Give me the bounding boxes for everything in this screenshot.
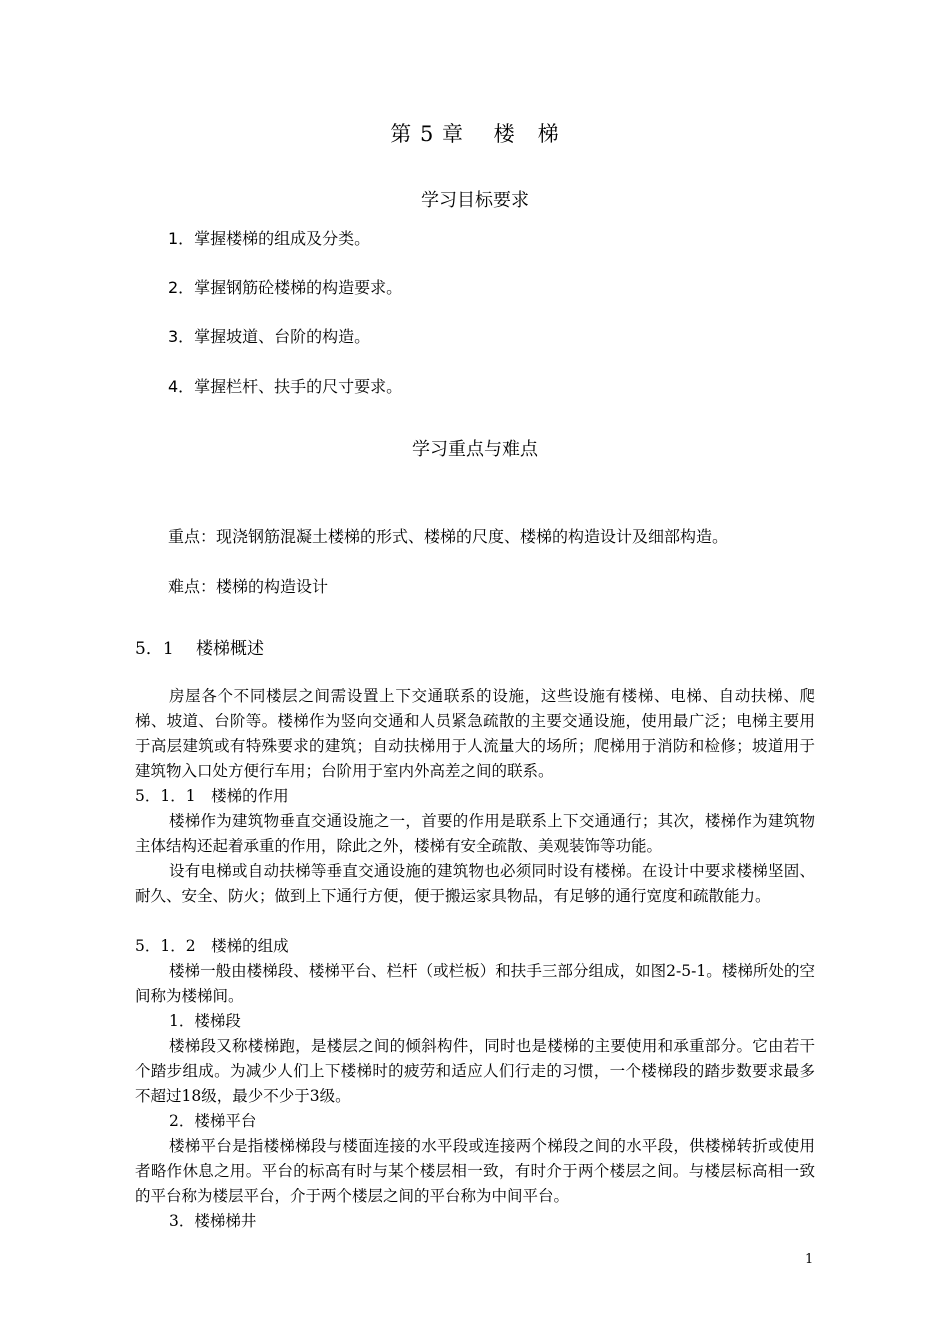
chapter-title: 第 5 章 楼 梯 [390,122,560,146]
subsection-heading: 5．1．1 楼梯的作用 [135,787,289,805]
body-paragraph: 设有电梯或自动扶梯等垂直交通设施的建筑物也必须同时设有楼梯。在设计中要求楼梯坚固、耐久、安全、防火；做到上下通行方便，便于搬运家具物品，有足够的通行宽度和疏散能力。 [135,862,815,905]
section-heading: 5．1 楼梯概述 [135,639,265,659]
learning-goal-item: 4．掌握栏杆、扶手的尺寸要求。 [168,377,403,396]
key-point-focus: 重点：现浇钢筋混凝土楼梯的形式、楼梯的尺度、楼梯的构造设计及细部构造。 [168,527,729,546]
key-point-difficulty: 难点：楼梯的构造设计 [168,577,329,596]
learning-goal-item: 2．掌握钢筋砼楼梯的构造要求。 [168,278,403,297]
body-paragraph: 楼梯平台是指楼梯梯段与楼面连接的水平段或连接两个梯段之间的水平段，供楼梯转折或使用者略作休息之用。平台的标高有时与某个楼层相一致，有时介于两个楼层之间。与楼层标高相一致的平台称为楼层平台，介于两个楼层之间的平台称为中间平台。 [135,1137,815,1205]
subsection-heading: 5．1．2 楼梯的组成 [135,937,289,955]
learning-goal-item: 1．掌握楼梯的组成及分类。 [168,229,371,248]
item-heading: 1．楼梯段 [169,1012,241,1030]
key-points-heading: 学习重点与难点 [412,439,538,460]
item-heading: 2．楼梯平台 [169,1112,257,1130]
body-paragraph: 楼梯作为建筑物垂直交通设施之一，首要的作用是联系上下交通通行；其次，楼梯作为建筑物主体结构还起着承重的作用，除此之外，楼梯有安全疏散、美观装饰等功能。 [135,812,815,855]
intro-paragraph: 房屋各个不同楼层之间需设置上下交通联系的设施，这些设施有楼梯、电梯、自动扶梯、爬梯、坡道、台阶等。楼梯作为竖向交通和人员紧急疏散的主要交通设施，使用最广泛；电梯主要用于高层建筑或有特殊要求的建筑；自动扶梯用于人流量大的场所；爬梯用于消防和检修；坡道用于建筑物入口处方便行车用；台阶用于室内外高差之间的联系。 [135,687,815,780]
learning-goals-heading: 学习目标要求 [421,190,529,211]
body-paragraph: 楼梯段又称楼梯跑，是楼层之间的倾斜构件，同时也是楼梯的主要使用和承重部分。它由若干个踏步组成。为减少人们上下楼梯时的疲劳和适应人们行走的习惯，一个楼梯段的踏步数要求最多不超过18级，最少不少于3级。 [135,1037,815,1105]
item-heading: 3．楼梯梯井 [169,1212,257,1230]
learning-goal-item: 3．掌握坡道、台阶的构造。 [168,327,371,346]
body-paragraph: 楼梯一般由楼梯段、楼梯平台、栏杆（或栏板）和扶手三部分组成，如图2-5-1。楼梯所处的空间称为楼梯间。 [135,962,815,1005]
page-number: 1 [805,1252,814,1267]
